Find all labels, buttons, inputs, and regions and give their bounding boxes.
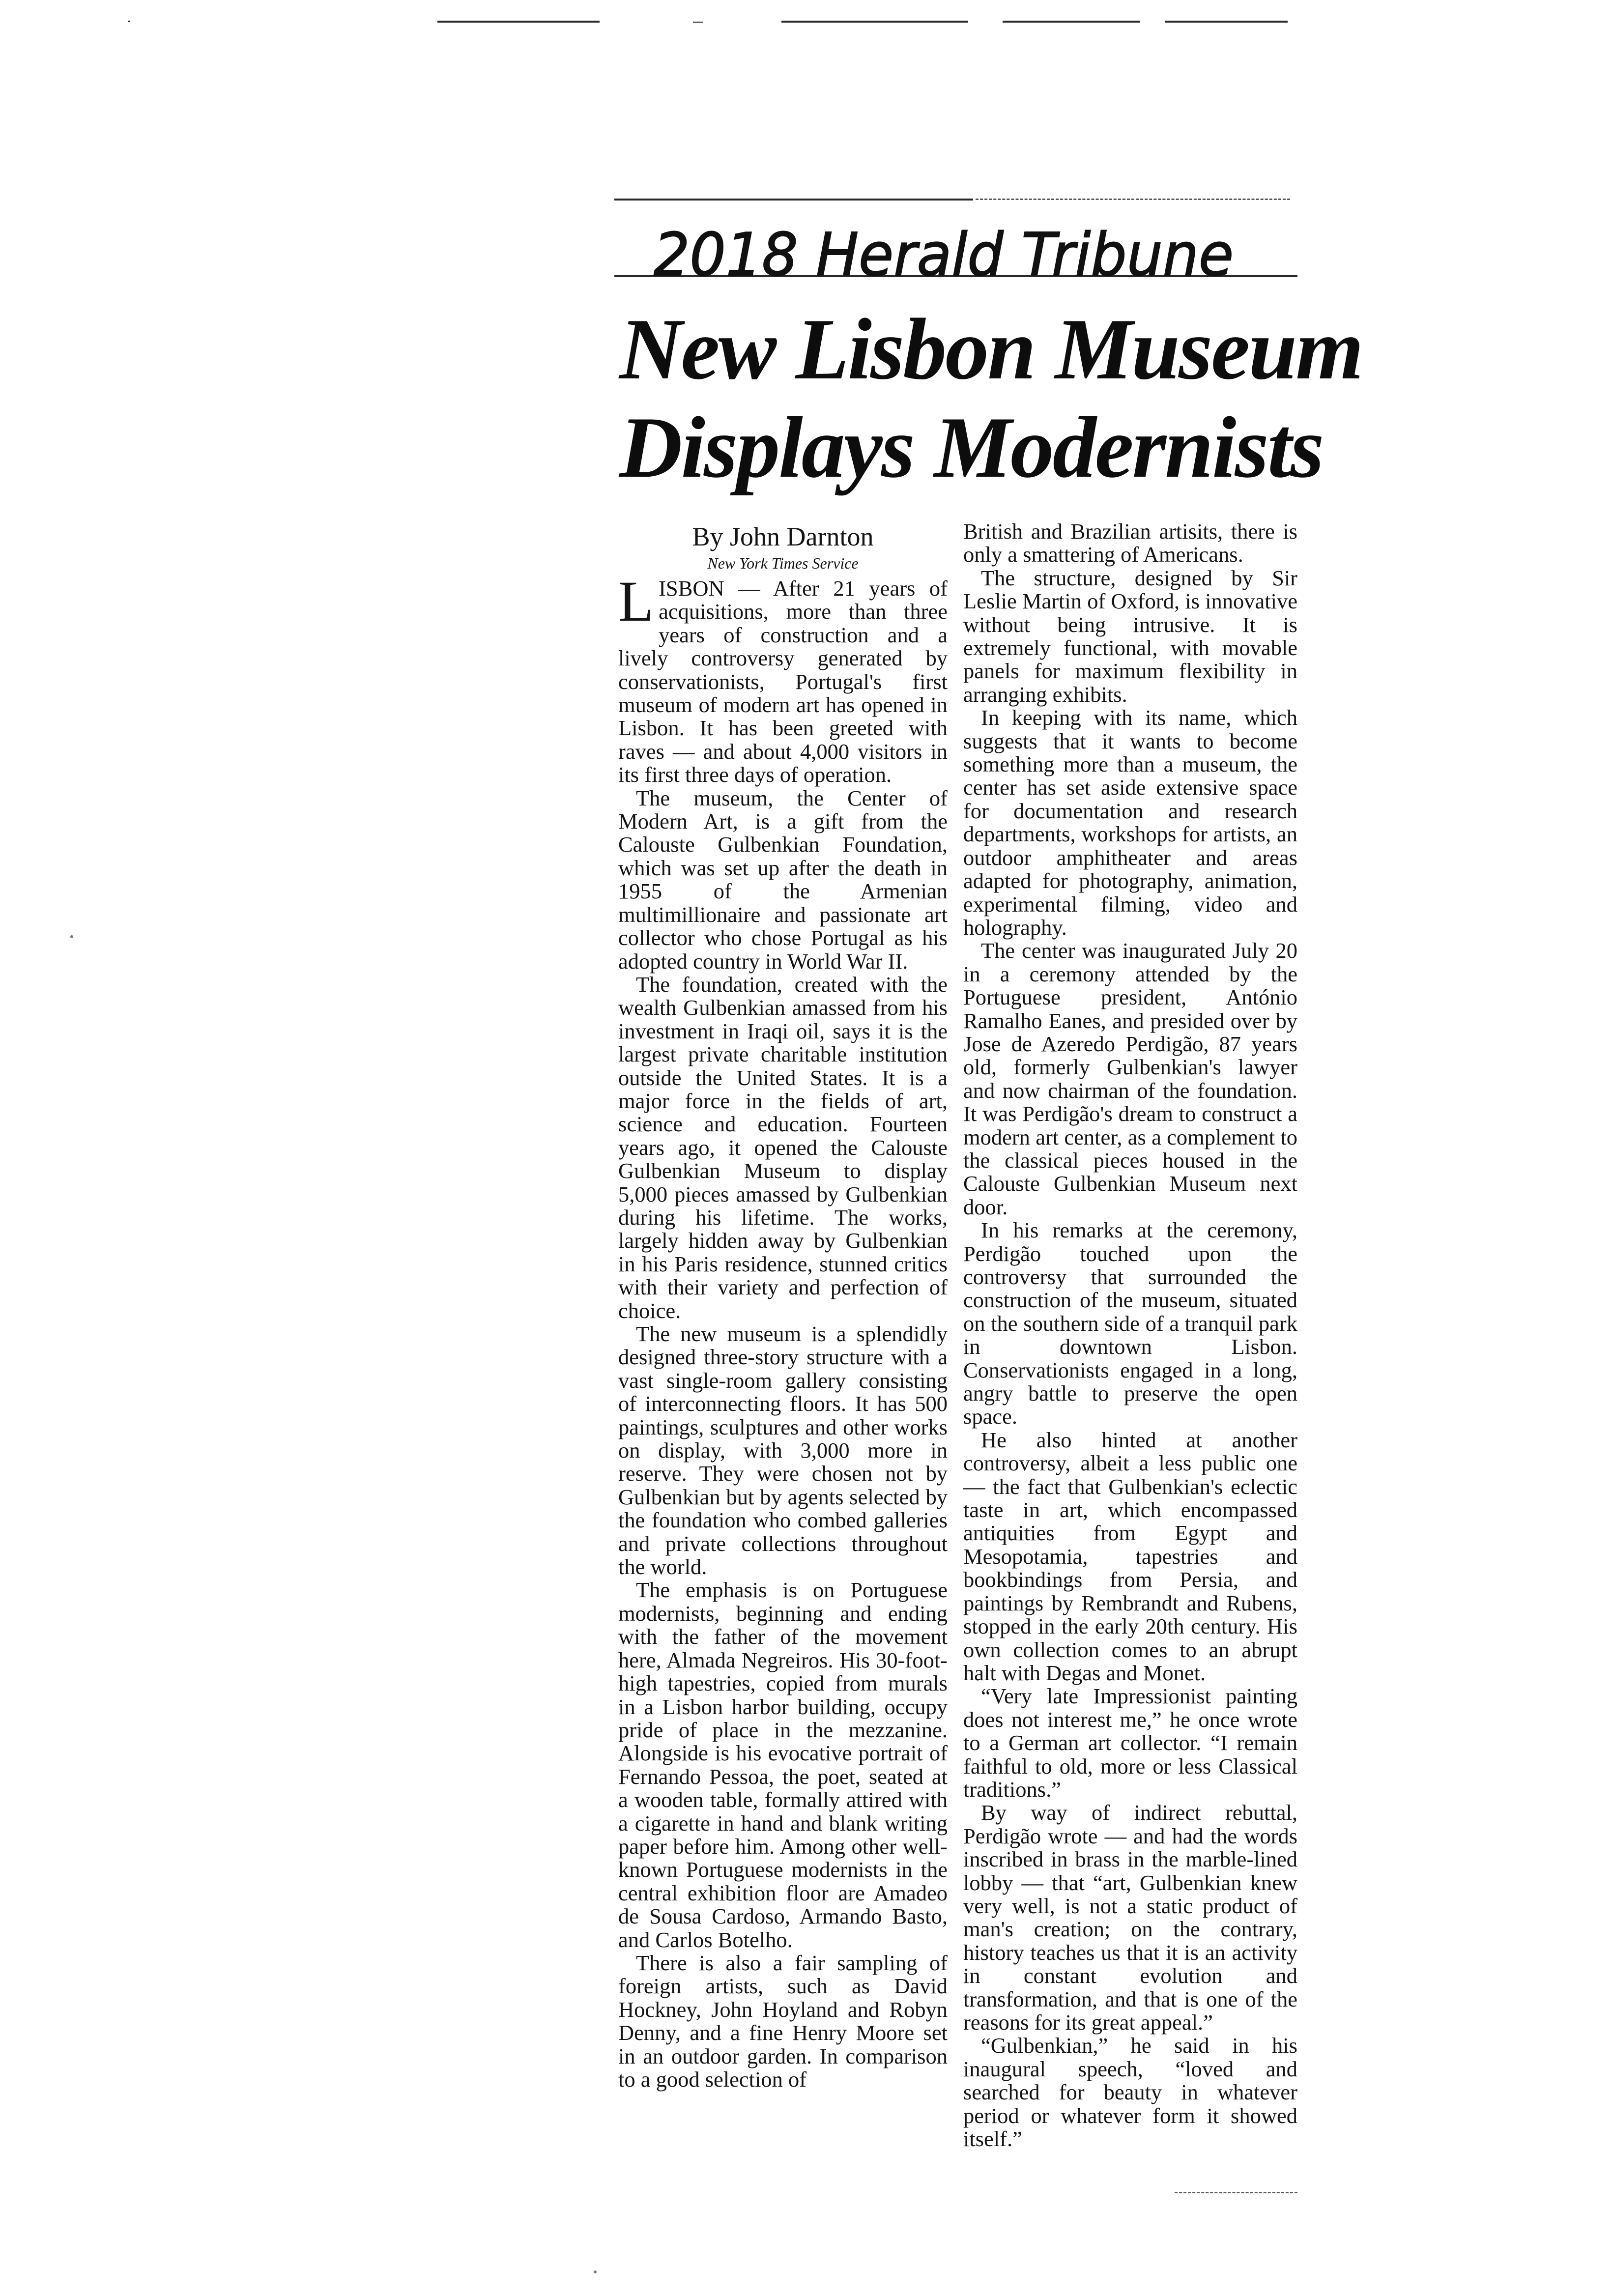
paragraph-12: He also hinted at another controversy, albeit a less public one — the fact that Gulbenkian's eclectic taste in art, which encompassed antiquities from Egypt and Mesopotamia, tapestries and bookbindings from Persia, and paintings by Rembrandt and Rubens, stopped in the early 20th century. His own collection comes to an abrupt halt with Degas and Monet. [963, 1427, 1297, 1685]
paragraph-7: British and Brazilian artisits, there is only a smattering of Americans. [963, 519, 1297, 567]
handwritten-annotation [624, 192, 1302, 290]
byline: By John Darnton [692, 522, 874, 551]
top-rule-3 [781, 21, 968, 23]
scan-speck-2 [594, 2270, 597, 2273]
bottom-dashed-rule [1175, 2192, 1297, 2195]
headline-line-2: Displays Modernists [619, 399, 1323, 496]
paragraph-1-text: ISBON — After 21 years of acquisitions, more than three years of construction and a lively controversy generated by conservationists, Portugal's first museum of modern art has opened in Lisbon. It has been greeted with raves — and about 4,000 visitors in its first three days of operation. [618, 576, 948, 787]
news-service: New York Times Service [707, 554, 859, 572]
scan-speck-1 [70, 935, 73, 938]
paragraph-11: In his remarks at the ceremony, Perdigão touched upon the controversy that surrounded the construction of the museum, situated on the southern side of a tranquil park in downtown Lisbon. Conservationists engaged in a long, angry battle to preserve the open space. [963, 1218, 1297, 1429]
drop-cap: L [618, 569, 654, 633]
top-rule-2 [437, 21, 600, 23]
top-rule-1 [128, 21, 130, 22]
paragraph-10: The center was inaugurated July 20 in a ceremony attended by the Portuguese president, António Ramalho Eanes, and presided over by Jose de Azeredo Perdigão, 87 years old, formerly Gulbenkian's lawyer and now chairman of the foundation. It was Perdigão's dream to construct a modern art center, as a complement to the classical pieces housed in the Calouste Gulbenkian Museum next door. [963, 938, 1297, 1219]
top-rule-5 [1165, 21, 1288, 23]
paragraph-8: The structure, designed by Sir Leslie Martin of Oxford, is innovative without being intrusive. It is extremely functional, with movable panels for maximum flexibility in arranging exhibits. [963, 565, 1297, 707]
handwritten-text: 2018 Herald Tribune [654, 221, 1234, 289]
paragraph-5: The emphasis is on Portuguese modernists, beginning and ending with the father of the movement here, Almada Negreiros. His 30-foot-high tapestries, copied from murals in a Lisbon harbor building, occupy pride of place in the mezzanine. Alongside is his evocative portrait of Fernando Pessoa, the poet, seated at a wooden table, formally attired with a cigarette in hand and blank writing paper before him. Among other well-known Portuguese modernists in the central exhibition floor are Amadeo de Sousa Cardoso, Armando Basto, and Carlos Botelho. [618, 1578, 948, 1952]
headline-line-1: New Lisbon Museum [619, 300, 1362, 398]
article-column-2 [963, 520, 1297, 2151]
paragraph-2: The museum, the Center of Modern Art, is a gift from the Calouste Gulbenkian Foundation, which was set up after the death in 1955 of the Armenian multimillionaire and passionate art collector who chose Portugal as his adopted country in World War II. [618, 785, 948, 974]
paragraph-9: In keeping with its name, which suggests that it wants to become something more than a museum, the center has set aside extensive space for documentation and research departments, workshops for artists, an outdoor amphitheater and areas adapted for photography, animation, experimental filming, video and holography. [963, 705, 1297, 940]
paragraph-14: By way of indirect rebuttal, Perdigão wrote — and had the words inscribed in brass in the marble-lined lobby — that “art, Gulbenkian knew very well, is not a static product of man's creation; on the contrary, history teaches us that it is an activity in constant evolution and transformation, and that is one of the reasons for its great appeal.” [963, 1800, 1297, 2035]
paragraph-4: The new museum is a splendidly designed three-story structure with a vast single-room gallery consisting of interconnecting floors. It has 500 paintings, sculptures and other works on display, with 3,000 more in reserve. They were chosen not by Gulbenkian but by agents selected by the foundation who combed galleries and private collections throughout the world. [618, 1321, 948, 1579]
paragraph-1 [618, 569, 948, 787]
article-column-1 [618, 516, 948, 2091]
paragraph-13: “Very late Impressionist painting does not interest me,” he once wrote to a German art collector. “I remain faithful to old, more or less Classical traditions.” [963, 1684, 1297, 1802]
paragraph-3: The foundation, created with the wealth Gulbenkian amassed from his investment in Iraqi oil, says it is the largest private charitable institution outside the United States. It is a major force in the fields of art, science and education. Fourteen years ago, it opened the Calouste Gulbenkian Museum to display 5,000 pieces amassed by Gulbenkian during his lifetime. The works, largely hidden away by Gulbenkian in his Paris residence, stunned critics with their variety and perfection of choice. [618, 972, 948, 1323]
headline [619, 300, 1362, 496]
top-rule-4 [1003, 21, 1140, 23]
paragraph-6: There is also a fair sampling of foreign artists, such as David Hockney, John Hoyland and Robyn Denny, and a fine Henry Moore set in an outdoor garden. In comparison to a good selection of [618, 1950, 948, 2092]
paragraph-15: “Gulbenkian,” he said in his inaugural speech, “loved and searched for beauty in whatever period or whatever form it showed itself.” [963, 2033, 1297, 2152]
top-rule-6 [693, 22, 703, 23]
